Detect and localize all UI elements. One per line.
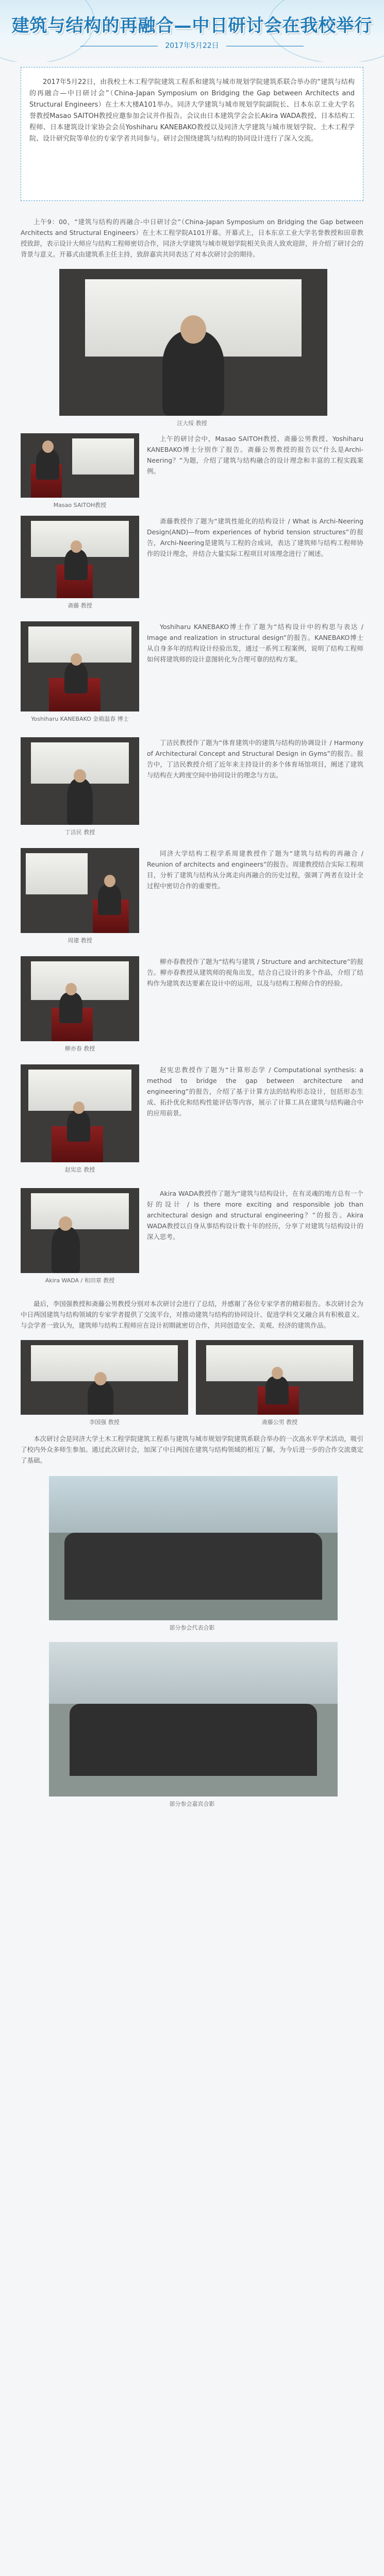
speaker-text: 上午的研讨会中，Masao SAITOH教授、斋藤公男教授、Yoshiharu KANEBAKO博士分别作了报告。斋藤公男教授的报告以“什么是Archi-Neering？”为题，介绍了建筑与结构融合的设计理念和丰富的工程实践案例。 [147, 435, 363, 475]
photo-caption: 斋藤公男 教授 [261, 1419, 298, 1426]
speaker-figure [88, 1381, 113, 1415]
header-banner [0, 0, 384, 62]
speaker-block [21, 956, 363, 1059]
group-photo-block [21, 1476, 363, 1632]
paragraph-summary: 最后，李国强教授和斋藤公男教授分别对本次研讨会进行了总结，并感谢了各位专家学者的精彩报告。本次研讨会为中日两国建筑与结构领域的专家学者提供了交流平台，对推动建筑与结构的协同设计、促进学科交叉融合具有积极意义。与会学者一致认为，建筑师与结构工程师应在设计初期就密切合作，共同创造安全、美观、经济的建筑作品。 [21, 1300, 363, 1329]
speaker-photo [21, 1064, 139, 1162]
speaker-block [21, 269, 363, 427]
page-title: 建筑与结构的再融合—中日研讨会在我校举行 [11, 15, 373, 36]
speaker-figure [67, 778, 93, 825]
photo-caption: 柳亦春 教授 [64, 1045, 95, 1052]
group-figures [64, 1533, 322, 1600]
paragraph-opening: 上午9：00，“建筑与结构的再融合-中日研讨会”（China-Japan Symposium on Bridging the Gap between Architects and Structural Engineers）在土木工程学院A101开幕。开幕式上，日本东京工业大学名誉教授和田章教授致辞，表示设计大师应与结构工程师密切合作，同济大学建筑与城市规划学院相关负责人致欢迎辞，并介绍了研讨会的背景与意义。开幕式由建筑系主任主持，致辞嘉宾共同表达了对本次研讨会的期待。 [21, 218, 363, 258]
speaker-head [59, 1216, 72, 1231]
speaker-figure [36, 449, 59, 480]
speaker-block [21, 433, 363, 511]
speaker-text: Akira WADA教授作了题为“建筑与结构设计，在有灵魂的地方总有一个好的设计 / Is there more exciting and responsible job than architectural design and structural engineering？”的报告。Akira WADA教授以自身从事结构设计数十年的经历，分享了对建筑与结构设计的深入思考。 [147, 1190, 363, 1241]
speaker-head [74, 769, 86, 783]
photo-caption: Yoshiharu KANEBAKO 金箱温春 博士 [31, 716, 129, 722]
speaker-photo [21, 621, 139, 711]
photo-caption: 部分参会代表合影 [169, 1624, 215, 1631]
photo-caption: 赵宪忠 教授 [64, 1166, 95, 1173]
speaker-figure [98, 884, 121, 915]
closing-photo [196, 1340, 363, 1415]
speaker-photo [21, 737, 139, 825]
speaker-text: 赵宪忠教授作了题为“计算形态学 / Computational synthesis: a method to bridge the gap between architecture and engineering”的报告，介绍了基于计算方法的结构形态设计，包括形态生成、拓扑优化和结构性能评估等内容，展示了计算工具在建筑与结构融合中的应用前景。 [147, 1066, 363, 1117]
speaker-figure [59, 992, 82, 1023]
speaker-text: 斋藤教授作了题为“建筑性能化的结构设计 / What is Archi-Neering Design(AND)—from experiences of hybrid tension structures”的报告，Archi-Neering是建筑与工程的合成词，表达了建筑师与结构工程师协作的设计理念，并结合大量实际工程项目对该理念进行了阐述。 [147, 517, 363, 557]
paragraph-closing: 本次研讨会是同济大学土木工程学院建筑工程系与建筑与城市规划学院建筑系联合举办的一次高水平学术活动，吸引了校内外众多师生参加。通过此次研讨会，加深了中日两国在建筑与结构领域的相互了解，为今后进一步的合作交流奠定了基础。 [21, 1435, 363, 1464]
photo-caption: 李国强 教授 [89, 1419, 120, 1426]
speaker-photo [21, 516, 139, 598]
speaker-head [65, 983, 77, 995]
speaker-block [21, 737, 363, 843]
projection-screen [26, 853, 88, 894]
projection-screen [31, 961, 129, 1000]
speaker-photo [21, 848, 139, 933]
closing-photo [21, 1340, 188, 1415]
speaker-figure [64, 549, 88, 580]
intro-box: 2017年5月22日，由我校土木工程学院建筑工程系和建筑与城市规划学院建筑系联合举办的“建筑与结构的再融合—中日研讨会”（China-Japan Symposium on Bridging the Gap between Architects and Structural Engineers）在土木大楼A101举办。同济大学建筑与城市规划学院副院长、日本东京工业大学名誉教授Masao SAITOH教授应邀参加会议并作报告。会议由日本建筑学会会长Akira WADA教授、日本结构工程师、日本建筑设计家协会会员Yoshiharu KANEBAKO教授以及同济大学建筑与城市规划学院、土木工程学院、设计研究院等单位的专家学者共同参与。研讨会围绕建筑与结构的协同设计进行了深入交流。 [21, 67, 363, 201]
speaker-head [73, 1101, 85, 1114]
speaker-photo [21, 956, 139, 1041]
speaker-text: 丁洁民教授作了题为“体育建筑中的建筑与结构的协调设计 / Harmony of Architectural Concept and Structural Design in Gyms”的报告。报告中，丁洁民教授介绍了近年来主持设计的多个体育场馆项目，阐述了建筑与结构在大跨度空间中协同设计的理念与方法。 [147, 739, 363, 779]
background-wall [49, 1642, 338, 1704]
projection-screen [72, 438, 134, 474]
speaker-head [272, 1367, 283, 1379]
speaker-block [21, 848, 363, 951]
speaker-photo [21, 1188, 139, 1273]
speaker-head [42, 440, 54, 453]
speaker-block [21, 621, 363, 732]
photo-caption: 斋藤 教授 [68, 602, 92, 609]
speaker-head [94, 1372, 107, 1385]
speaker-text: 柳亦春教授作了题为“结构与建筑 / Structure and architecture”的报告。柳亦春教授从建筑师的视角出发，结合自己设计的多个作品，介绍了结构作为建筑表达要素在设计中的运用，以及与结构工程师合作的经验。 [147, 958, 363, 987]
speaker-block [21, 516, 363, 616]
group-photo [49, 1476, 338, 1620]
speaker-text: 同济大学结构工程学系周建教授作了题为“建筑与结构的再融合 / Reunion of architects and engineers”的报告。周建教授结合实际工程项目，分析了建筑与结构从分离走向再融合的历史过程，强调了两者在设计全过程中密切合作的重要性。 [147, 850, 363, 890]
photo-caption: 周建 教授 [68, 937, 92, 944]
speaker-photo [21, 433, 139, 498]
speaker-figure [52, 1227, 80, 1273]
photo-caption: 丁洁民 教授 [64, 829, 95, 836]
photo-caption: Masao SAITOH教授 [53, 502, 107, 509]
header-date [0, 40, 384, 50]
speaker-head [71, 653, 82, 666]
group-photo-block [21, 1642, 363, 1808]
closing-photos [21, 1340, 363, 1430]
speaker-head [104, 875, 115, 887]
speaker-figure [64, 663, 88, 693]
group-figures [70, 1704, 317, 1776]
photo-caption: 汪大绥 教授 [177, 420, 207, 427]
background-wall [49, 1476, 338, 1533]
speaker-photo [59, 269, 327, 416]
projection-screen [31, 1193, 129, 1229]
group-photo [49, 1642, 338, 1797]
photo-caption: Akira WADA / 和田章 教授 [45, 1277, 115, 1284]
speaker-block [21, 1188, 363, 1291]
date-text: 2017年5月22日 [165, 42, 219, 50]
speaker-head [71, 540, 82, 553]
photo-caption: 部分参会嘉宾合影 [169, 1801, 215, 1807]
speaker-figure [265, 1376, 289, 1404]
speaker-head [180, 315, 206, 344]
speaker-figure [67, 1111, 90, 1142]
speaker-block [21, 1064, 363, 1183]
speaker-text: Yoshiharu KANEBAKO博士作了题为“结构设计中的构思与表达 / Image and realization in structural design”的报告。KANEBAKO博士从自身多年的结构设计经验出发，通过一系列工程案例，说明了结构工程师如何将建筑师的设计意图转化为合理可靠的结构方案。 [147, 623, 363, 663]
